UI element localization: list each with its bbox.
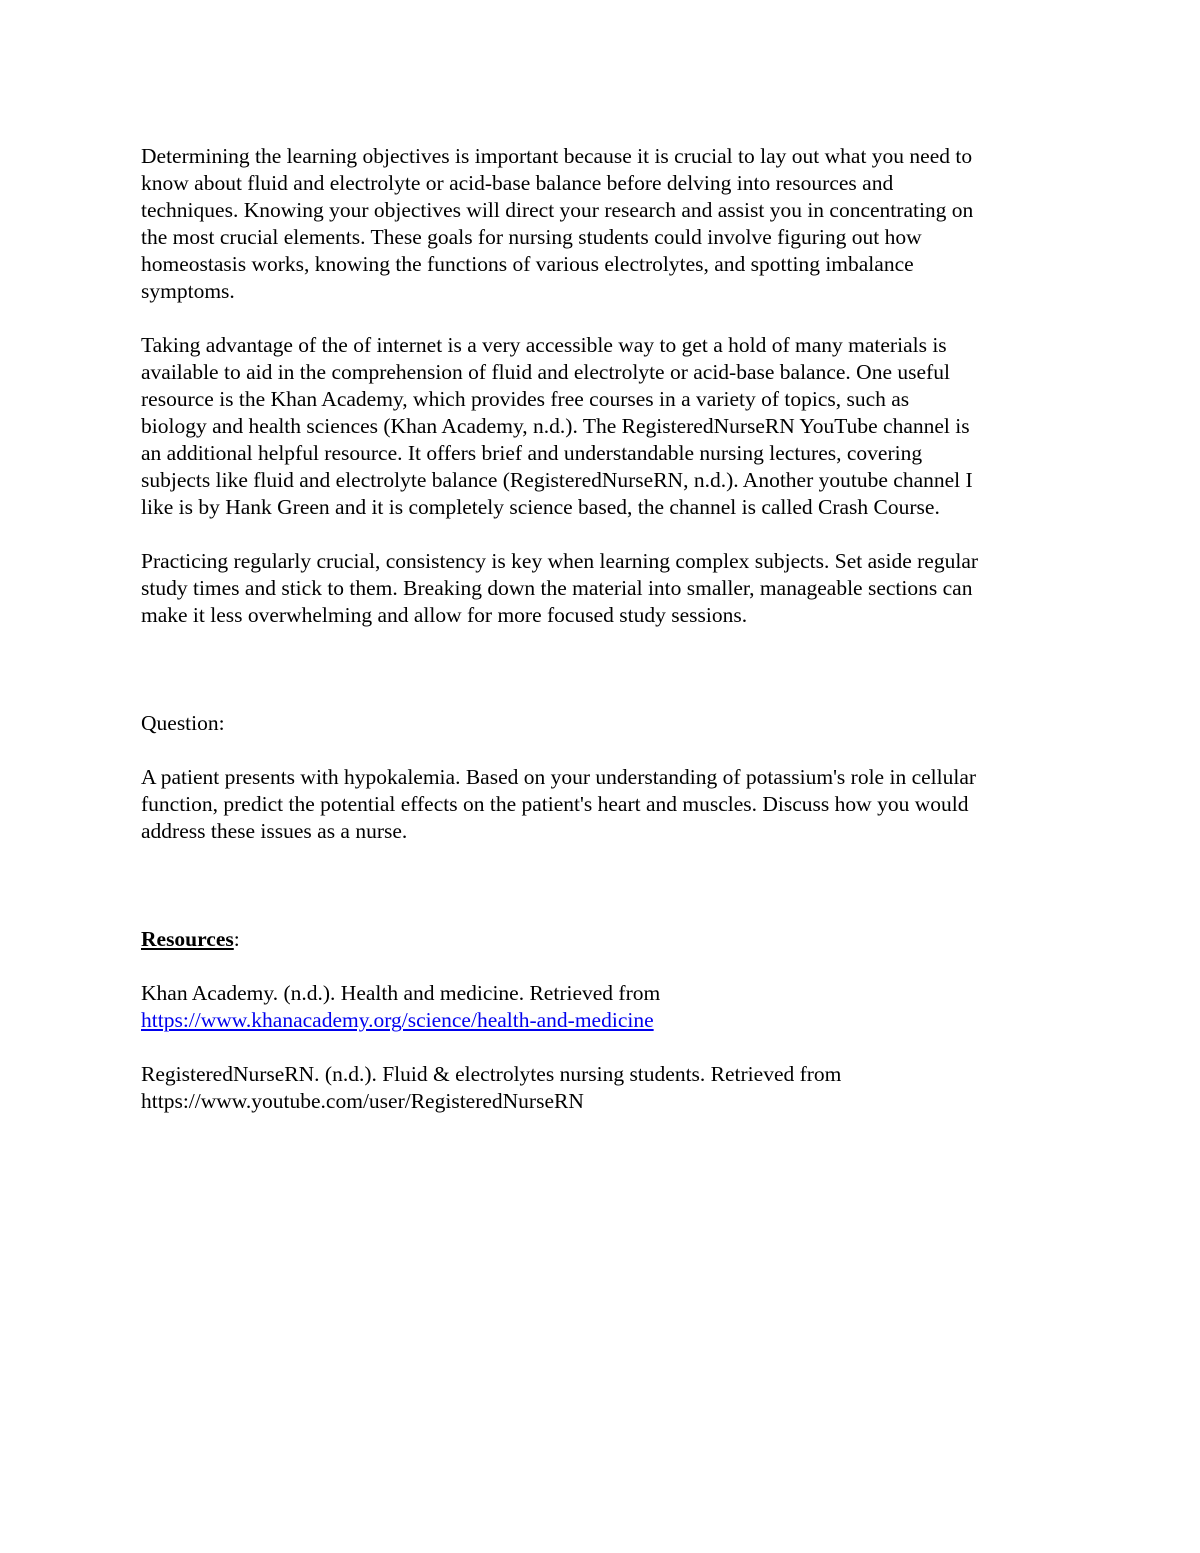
text-line: subjects like fluid and electrolyte balance (RegisteredNurseRN, n.d.). Another youtube channel I xyxy=(141,468,973,492)
paragraph-practice xyxy=(141,548,1066,629)
text-line: biology and health sciences (Khan Academy, n.d.). The RegisteredNurseRN YouTube channel is xyxy=(141,414,970,438)
reference-khan-academy xyxy=(141,980,1066,1034)
text-line: Taking advantage of the of internet is a very accessible way to get a hold of many materials is xyxy=(141,333,947,357)
paragraph-spacer xyxy=(141,1034,1066,1061)
paragraph-spacer xyxy=(141,737,1066,764)
text-line: homeostasis works, knowing the functions of various electrolytes, and spotting imbalance xyxy=(141,252,914,276)
text-line: the most crucial elements. These goals for nursing students could involve figuring out how xyxy=(141,225,922,249)
paragraph-spacer xyxy=(141,845,1066,926)
resources-heading-line xyxy=(141,926,1066,953)
reference-text: Khan Academy. (n.d.). Health and medicine. Retrieved from xyxy=(141,981,661,1005)
reference-url-text: https://www.youtube.com/user/RegisteredNurseRN xyxy=(141,1089,584,1113)
resources-heading-row xyxy=(141,926,1066,953)
text-line: make it less overwhelming and allow for more focused study sessions. xyxy=(141,603,748,627)
text-line: A patient presents with hypokalemia. Based on your understanding of potassium's role in cellular xyxy=(141,765,977,789)
text-line: resource is the Khan Academy, which provides free courses in a variety of topics, such as xyxy=(141,387,910,411)
khan-academy-link[interactable]: https://www.khanacademy.org/science/health-and-medicine xyxy=(141,1008,654,1032)
text-line: study times and stick to them. Breaking down the material into smaller, manageable sections can xyxy=(141,576,973,600)
paragraph-objectives xyxy=(141,143,1066,305)
paragraph-spacer xyxy=(141,953,1066,980)
reference-registered-nurse-rn xyxy=(141,1061,1066,1115)
question-heading: Question: xyxy=(141,711,225,735)
text-line: symptoms. xyxy=(141,279,235,303)
text-line: Determining the learning objectives is important because it is crucial to lay out what you need to xyxy=(141,144,973,168)
resources-heading-colon: : xyxy=(233,927,240,951)
text-line: address these issues as a nurse. xyxy=(141,819,408,843)
reference-link-row xyxy=(141,1007,1066,1034)
text-line: function, predict the potential effects on the patient's heart and muscles. Discuss how you would xyxy=(141,792,969,816)
question-text xyxy=(141,764,1066,845)
paragraph-spacer xyxy=(141,629,1066,710)
paragraph-spacer xyxy=(141,305,1066,332)
resources-heading: Resources xyxy=(141,927,234,951)
paragraph-internet-resources xyxy=(141,332,1066,521)
text-line: available to aid in the comprehension of fluid and electrolyte or acid-base balance. One useful xyxy=(141,360,950,384)
question-label xyxy=(141,710,1066,737)
paragraph-spacer xyxy=(141,521,1066,548)
text-line: an additional helpful resource. It offers brief and understandable nursing lectures, covering xyxy=(141,441,923,465)
document-body xyxy=(141,143,1066,1115)
text-line: like is by Hank Green and it is completely science based, the channel is called Crash Course. xyxy=(141,495,940,519)
text-line: know about fluid and electrolyte or acid-base balance before delving into resources and xyxy=(141,171,894,195)
reference-text: RegisteredNurseRN. (n.d.). Fluid & electrolytes nursing students. Retrieved from xyxy=(141,1062,842,1086)
text-line: Practicing regularly crucial, consistency is key when learning complex subjects. Set aside regular xyxy=(141,549,979,573)
text-line: techniques. Knowing your objectives will direct your research and assist you in concentrating on xyxy=(141,198,974,222)
